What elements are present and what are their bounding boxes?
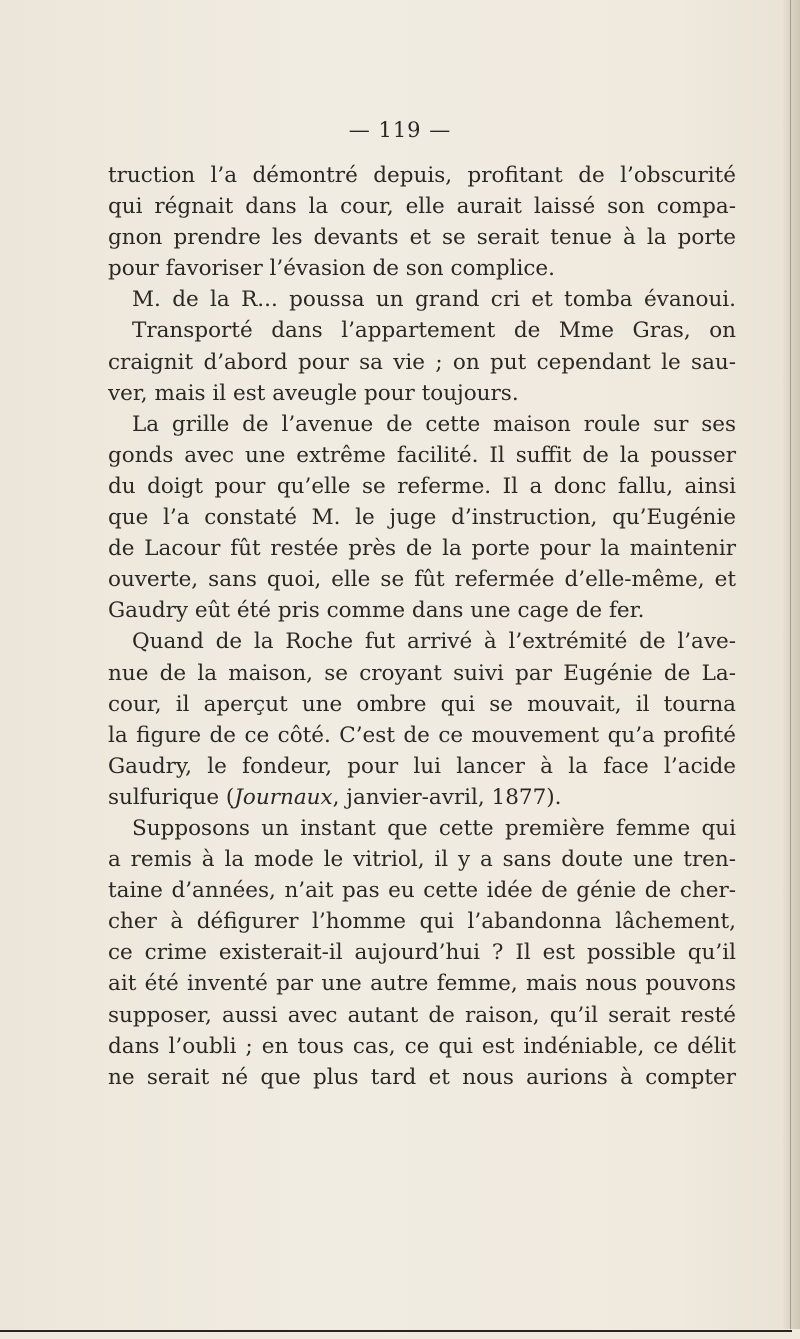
text-line: Supposons un instant que cette première femme qui xyxy=(132,815,736,841)
text-line: ne serait né que plus tard et nous aurions à compter xyxy=(108,1064,736,1090)
text-line: La grille de l’avenue de cette maison roule sur ses xyxy=(132,411,736,437)
citation-prefix: sulfurique ( xyxy=(108,784,235,810)
text-line: craignit d’abord pour sa vie ; on put cependant le sau- xyxy=(108,349,736,375)
citation-line xyxy=(108,782,736,813)
text-line: pour favoriser l’évasion de son complice. xyxy=(108,256,555,282)
text-line: Quand de la Roche fut arrivé à l’extrémité de l’ave- xyxy=(132,629,736,655)
text-line: a remis à la mode le vitriol, il y a sans doute une tren- xyxy=(108,847,736,873)
text-line: cour, il aperçut une ombre qui se mouvait, il tourna xyxy=(108,691,736,717)
text-line: que l’a constaté M. le juge d’instruction, qu’Eugénie xyxy=(108,505,736,531)
text-line: supposer, aussi avec autant de raison, qu’il serait resté xyxy=(108,1002,736,1028)
page-number: — 119 — xyxy=(348,118,452,142)
text-line: du doigt pour qu’elle se referme. Il a donc fallu, ainsi xyxy=(108,473,736,499)
text-line: ouverte, sans quoi, elle se fût refermée d’elle-même, et xyxy=(108,567,736,593)
text-line: gonds avec une extrême facilité. Il suffit de la pousser xyxy=(108,442,736,468)
page-right-edge xyxy=(782,0,800,1339)
text-line: gnon prendre les devants et se serait tenue à la porte xyxy=(108,225,736,251)
text-line: truction l’a démontré depuis, profitant de l’obscurité xyxy=(108,163,736,188)
text-line: ver, mais il est aveugle pour toujours. xyxy=(108,380,519,406)
text-line: M. de la R... poussa un grand cri et tomba évanoui. xyxy=(132,287,736,313)
text-line: de Lacour fût restée près de la porte pour la maintenir xyxy=(108,536,736,562)
text-line: nue de la maison, se croyant suivi par Eugénie de La- xyxy=(108,660,736,686)
text-line: la figure de ce côté. C’est de ce mouvement qu’a profité xyxy=(108,722,736,748)
citation-source: Journaux xyxy=(234,784,333,810)
text-line: qui régnait dans la cour, elle aurait laissé son compa- xyxy=(108,194,736,220)
text-line: dans l’oubli ; en tous cas, ce qui est indéniable, ce délit xyxy=(108,1033,736,1059)
body-text xyxy=(108,160,736,1093)
text-line: Transporté dans l’appartement de Mme Gras, on xyxy=(132,318,736,344)
citation-rest: , janvier-avril, 1877). xyxy=(332,784,562,810)
text-line: Gaudry, le fondeur, pour lui lancer à la face l’acide xyxy=(108,753,736,779)
text-line: taine d’années, n’ait pas eu cette idée de génie de cher- xyxy=(108,878,736,904)
page-bottom-edge xyxy=(0,1329,800,1339)
text-line: cher à défigurer l’homme qui l’abandonna lâchement, xyxy=(108,909,736,935)
text-line: ait été inventé par une autre femme, mais nous pouvons xyxy=(108,971,736,997)
text-line: Gaudry eût été pris comme dans une cage de fer. xyxy=(108,598,645,624)
text-line: ce crime existerait-il aujourd’hui ? Il est possible qu’il xyxy=(108,940,736,966)
